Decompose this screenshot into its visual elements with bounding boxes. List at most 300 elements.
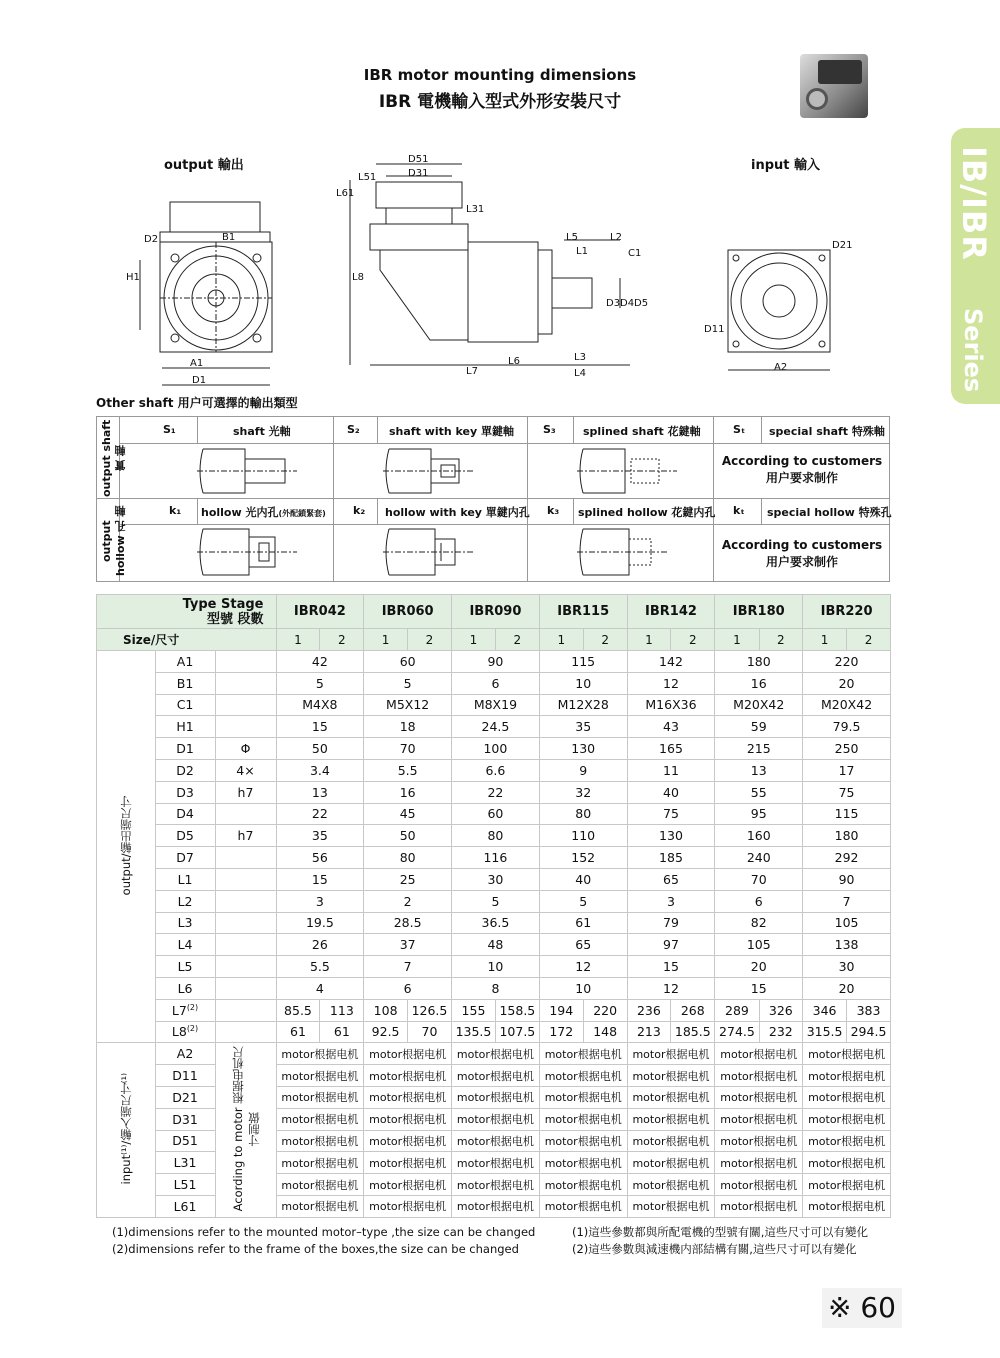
- table-cell: motor根据电机: [539, 1108, 627, 1130]
- row-name: L2: [155, 890, 215, 912]
- row-symbol: [215, 847, 276, 869]
- model-header: IBR042: [276, 595, 364, 629]
- table-cell: motor根据电机: [627, 1086, 715, 1108]
- table-cell: 315.5: [803, 1021, 847, 1043]
- row-name: L51: [155, 1174, 215, 1196]
- opt-label-k1: hollow 光内孔(外配鎖緊套): [201, 506, 326, 519]
- table-cell: 110: [539, 825, 627, 847]
- output-view-label: output 輸出: [164, 158, 244, 173]
- table-cell: 19.5: [276, 912, 364, 934]
- model-header: IBR180: [715, 595, 803, 629]
- row-symbol: h7: [215, 825, 276, 847]
- table-cell: 85.5: [276, 999, 320, 1021]
- drawing-label-d51: D51: [408, 154, 429, 165]
- table-cell: 15: [276, 868, 364, 890]
- drawing-label-d5: D5: [634, 298, 649, 309]
- table-cell: 5.5: [364, 759, 452, 781]
- table-cell: motor根据电机: [276, 1086, 364, 1108]
- table-cell: 80: [539, 803, 627, 825]
- row-name: D21: [155, 1086, 215, 1108]
- table-cell: 5: [452, 890, 540, 912]
- table-cell: 115: [539, 651, 627, 673]
- table-row: [97, 759, 891, 781]
- table-cell: 105: [715, 934, 803, 956]
- table-cell: 16: [364, 781, 452, 803]
- table-cell: 37: [364, 934, 452, 956]
- table-cell: 15: [715, 977, 803, 999]
- table-cell: motor根据电机: [715, 1086, 803, 1108]
- opt-code-k1: k₁: [169, 504, 182, 517]
- table-cell: motor根据电机: [276, 1130, 364, 1152]
- model-header: IBR142: [627, 595, 715, 629]
- page-number: ※ 60: [822, 1288, 902, 1328]
- table-cell: motor根据电机: [364, 1195, 452, 1217]
- table-cell: M8X19: [452, 694, 540, 716]
- table-cell: 11: [627, 759, 715, 781]
- table-row: [97, 847, 891, 869]
- table-cell: 250: [803, 738, 891, 760]
- table-row: [97, 934, 891, 956]
- row-name: L8$^{(2)}$: [155, 1021, 215, 1043]
- table-cell: 130: [539, 738, 627, 760]
- drawing-label-d1: D1: [192, 375, 207, 386]
- series-tab-main: IB/IBR: [955, 146, 993, 261]
- row-name: D51: [155, 1130, 215, 1152]
- table-cell: motor根据电机: [803, 1108, 891, 1130]
- table-cell: 100: [452, 738, 540, 760]
- table-cell: 80: [364, 847, 452, 869]
- model-header: IBR090: [452, 595, 540, 629]
- row-symbol: [215, 977, 276, 999]
- drawing-label-d21: D21: [832, 240, 853, 251]
- table-cell: 25: [364, 868, 452, 890]
- row-name: D5: [155, 825, 215, 847]
- title-cn: IBR 電機輸入型式外形安裝尺寸: [378, 92, 622, 112]
- input-group-label: input⁽¹⁾/輸入端尺寸⁽¹⁾: [97, 1043, 156, 1217]
- table-cell: 107.5: [495, 1021, 539, 1043]
- table-cell: 135.5: [452, 1021, 496, 1043]
- header-size: Size/尺寸: [97, 629, 277, 651]
- table-row: [97, 716, 891, 738]
- table-cell: 65: [627, 868, 715, 890]
- row-name: C1: [155, 694, 215, 716]
- stage-header: 2: [847, 629, 891, 651]
- stage-header: 1: [276, 629, 320, 651]
- table-cell: M5X12: [364, 694, 452, 716]
- table-cell: motor根据电机: [452, 1152, 540, 1174]
- table-cell: 45: [364, 803, 452, 825]
- drawing-label-l3: L3: [574, 352, 586, 363]
- table-cell: 59: [715, 716, 803, 738]
- table-cell: motor根据电机: [452, 1043, 540, 1065]
- row-name: D31: [155, 1108, 215, 1130]
- row-name: L4: [155, 934, 215, 956]
- table-cell: 326: [759, 999, 803, 1021]
- model-header: IBR220: [803, 595, 891, 629]
- table-cell: motor根据电机: [539, 1086, 627, 1108]
- table-row: [97, 825, 891, 847]
- table-cell: 13: [276, 781, 364, 803]
- table-cell: motor根据电机: [803, 1174, 891, 1196]
- stage-header: 2: [759, 629, 803, 651]
- table-cell: motor根据电机: [715, 1174, 803, 1196]
- row-name: D1: [155, 738, 215, 760]
- table-cell: motor根据电机: [364, 1152, 452, 1174]
- table-cell: motor根据电机: [627, 1195, 715, 1217]
- row-symbol: [215, 716, 276, 738]
- side-view-drawing: [330, 150, 650, 382]
- table-cell: 30: [803, 956, 891, 978]
- table-cell: 65: [539, 934, 627, 956]
- table-cell: 158.5: [495, 999, 539, 1021]
- table-cell: 18: [364, 716, 452, 738]
- row-symbol: h7: [215, 781, 276, 803]
- drawing-label-d11: D11: [704, 324, 725, 335]
- table-cell: motor根据电机: [539, 1195, 627, 1217]
- table-cell: 50: [276, 738, 364, 760]
- row-name: B1: [155, 672, 215, 694]
- table-row: [97, 1021, 891, 1043]
- table-cell: 79: [627, 912, 715, 934]
- table-cell: motor根据电机: [276, 1174, 364, 1196]
- table-cell: motor根据电机: [627, 1065, 715, 1087]
- table-row: [97, 868, 891, 890]
- hollow-k1-sketch: [197, 525, 307, 581]
- table-cell: 24.5: [452, 716, 540, 738]
- table-cell: 130: [627, 825, 715, 847]
- table-cell: 152: [539, 847, 627, 869]
- custom-output-note: [714, 453, 890, 487]
- table-row: [97, 1043, 891, 1065]
- table-cell: 10: [452, 956, 540, 978]
- table-cell: 268: [671, 999, 715, 1021]
- table-row: [97, 912, 891, 934]
- table-row: [97, 999, 891, 1021]
- spec-table: [96, 594, 891, 1218]
- table-cell: M20X42: [803, 694, 891, 716]
- table-row: [97, 651, 891, 673]
- drawing-label-d31: D31: [408, 168, 429, 179]
- stage-header: 2: [671, 629, 715, 651]
- gearbox-photo: [800, 54, 868, 118]
- row-symbol: [215, 651, 276, 673]
- note-en-2: (2)dimensions refer to the frame of the boxes,the size can be changed: [112, 1242, 519, 1256]
- table-cell: motor根据电机: [803, 1130, 891, 1152]
- table-cell: 232: [759, 1021, 803, 1043]
- table-cell: 5.5: [276, 956, 364, 978]
- row-symbol: [215, 672, 276, 694]
- row-name: L61: [155, 1195, 215, 1217]
- drawing-label-l8: L8: [352, 272, 364, 283]
- table-cell: 274.5: [715, 1021, 759, 1043]
- opt-label-k3: splined hollow 花鍵内孔: [578, 506, 716, 519]
- row-name: L3: [155, 912, 215, 934]
- stage-header: 1: [452, 629, 496, 651]
- opt-label-s2: shaft with key 單鍵軸: [389, 425, 515, 438]
- table-cell: 26: [276, 934, 364, 956]
- table-cell: motor根据电机: [715, 1108, 803, 1130]
- table-cell: motor根据电机: [627, 1108, 715, 1130]
- table-cell: motor根据电机: [452, 1086, 540, 1108]
- table-cell: motor根据电机: [276, 1152, 364, 1174]
- stage-header: 1: [539, 629, 583, 651]
- row-name: L1: [155, 868, 215, 890]
- table-cell: 35: [276, 825, 364, 847]
- row-name: L5: [155, 956, 215, 978]
- table-cell: motor根据电机: [803, 1086, 891, 1108]
- table-cell: 185.5: [671, 1021, 715, 1043]
- table-cell: motor根据电机: [276, 1195, 364, 1217]
- drawing-label-d4: D4: [620, 298, 635, 309]
- table-cell: 138: [803, 934, 891, 956]
- drawing-label-l51: L51: [358, 172, 377, 183]
- table-cell: 9: [539, 759, 627, 781]
- custom-output-en: According to customers: [721, 454, 883, 468]
- table-cell: motor根据电机: [276, 1043, 364, 1065]
- table-row: [97, 977, 891, 999]
- row-name: D7: [155, 847, 215, 869]
- table-cell: motor根据电机: [627, 1174, 715, 1196]
- stage-header: 1: [715, 629, 759, 651]
- output-front-drawing: [120, 180, 280, 390]
- table-cell: 215: [715, 738, 803, 760]
- opt-code-kt: kₜ: [733, 504, 745, 517]
- table-cell: motor根据电机: [364, 1043, 452, 1065]
- table-cell: motor根据电机: [627, 1152, 715, 1174]
- input-view-label: input 輸入: [751, 158, 821, 173]
- table-cell: 7: [803, 890, 891, 912]
- table-cell: 3: [627, 890, 715, 912]
- table-cell: motor根据电机: [539, 1174, 627, 1196]
- notes-chinese: [572, 1224, 868, 1258]
- drawing-label-l5: L5: [566, 232, 578, 243]
- row-name: L6: [155, 977, 215, 999]
- table-cell: motor根据电机: [803, 1043, 891, 1065]
- table-cell: 383: [847, 999, 891, 1021]
- stage-header: 2: [320, 629, 364, 651]
- table-cell: 28.5: [364, 912, 452, 934]
- row-name: D2: [155, 759, 215, 781]
- input-view-drawing: [700, 236, 860, 376]
- table-cell: 346: [803, 999, 847, 1021]
- table-cell: 56: [276, 847, 364, 869]
- table-cell: 3: [276, 890, 364, 912]
- drawing-label-d2: D2: [144, 234, 159, 245]
- table-cell: 92.5: [364, 1021, 408, 1043]
- note-cn-2: (2)這些參數與減速機内部結構有關,這些尺寸可以有變化: [572, 1242, 857, 1256]
- table-cell: 61: [320, 1021, 364, 1043]
- table-row: [97, 956, 891, 978]
- table-cell: 180: [803, 825, 891, 847]
- opt-label-s1: shaft 光軸: [233, 425, 291, 438]
- table-cell: 108: [364, 999, 408, 1021]
- table-cell: 36.5: [452, 912, 540, 934]
- shaft-s3-sketch: [577, 445, 687, 497]
- table-cell: 75: [627, 803, 715, 825]
- table-cell: M20X42: [715, 694, 803, 716]
- table-cell: 22: [452, 781, 540, 803]
- drawing-label-c1: C1: [628, 248, 642, 259]
- table-cell: 113: [320, 999, 364, 1021]
- opt-code-k2: k₂: [353, 504, 366, 517]
- row-name: L7$^{(2)}$: [155, 999, 215, 1021]
- row-name: D4: [155, 803, 215, 825]
- table-cell: 61: [539, 912, 627, 934]
- table-cell: 90: [452, 651, 540, 673]
- row-symbol: [215, 1021, 276, 1043]
- hollow-k3-sketch: [577, 525, 687, 581]
- row-symbol: [215, 694, 276, 716]
- drawing-label-l2: L2: [610, 232, 622, 243]
- table-row: [97, 672, 891, 694]
- table-cell: 30: [452, 868, 540, 890]
- table-cell: motor根据电机: [276, 1065, 364, 1087]
- table-cell: 5: [539, 890, 627, 912]
- stage-header: 2: [495, 629, 539, 651]
- row-symbol: 4×: [215, 759, 276, 781]
- table-cell: motor根据电机: [364, 1086, 452, 1108]
- table-cell: motor根据电机: [276, 1108, 364, 1130]
- table-cell: 4: [276, 977, 364, 999]
- row-symbol: [215, 956, 276, 978]
- model-header: IBR060: [364, 595, 452, 629]
- table-cell: 12: [627, 672, 715, 694]
- table-cell: 8: [452, 977, 540, 999]
- table-cell: 82: [715, 912, 803, 934]
- table-cell: 148: [583, 1021, 627, 1043]
- custom-output-cn: 用户要求制作: [765, 471, 838, 485]
- table-cell: 12: [627, 977, 715, 999]
- table-cell: 165: [627, 738, 715, 760]
- table-cell: 3.4: [276, 759, 364, 781]
- table-cell: 115: [803, 803, 891, 825]
- table-cell: motor根据电机: [539, 1043, 627, 1065]
- row-symbol: Φ: [215, 738, 276, 760]
- table-cell: 15: [276, 716, 364, 738]
- table-cell: 60: [452, 803, 540, 825]
- table-cell: 55: [715, 781, 803, 803]
- table-cell: motor根据电机: [364, 1108, 452, 1130]
- drawing-label-a2: A2: [774, 362, 788, 373]
- table-cell: 6.6: [452, 759, 540, 781]
- opt-code-st: Sₜ: [733, 423, 746, 436]
- table-cell: motor根据电机: [539, 1152, 627, 1174]
- table-cell: 240: [715, 847, 803, 869]
- table-cell: 70: [364, 738, 452, 760]
- table-cell: motor根据电机: [715, 1152, 803, 1174]
- table-cell: motor根据电机: [715, 1065, 803, 1087]
- custom-hollow-note: [714, 537, 890, 571]
- table-cell: 10: [539, 977, 627, 999]
- row-name: H1: [155, 716, 215, 738]
- table-cell: 50: [364, 825, 452, 847]
- table-cell: 15: [627, 956, 715, 978]
- table-cell: 10: [539, 672, 627, 694]
- table-cell: 40: [627, 781, 715, 803]
- drawing-label-l1: L1: [576, 246, 588, 257]
- table-cell: motor根据电机: [364, 1130, 452, 1152]
- table-cell: 194: [539, 999, 583, 1021]
- table-cell: 20: [715, 956, 803, 978]
- note-cn-1: (1)這些參數都與所配電機的型號有關,這些尺寸可以有變化: [572, 1225, 868, 1239]
- table-cell: 70: [407, 1021, 451, 1043]
- table-cell: motor根据电机: [539, 1065, 627, 1087]
- table-cell: 35: [539, 716, 627, 738]
- table-cell: 40: [539, 868, 627, 890]
- row-name: D11: [155, 1065, 215, 1087]
- table-cell: motor根据电机: [452, 1065, 540, 1087]
- table-cell: motor根据电机: [452, 1130, 540, 1152]
- stage-header: 2: [407, 629, 451, 651]
- opt-label-s3: splined shaft 花鍵軸: [583, 425, 701, 438]
- shaft-s1-sketch: [197, 445, 307, 497]
- opt-label-k1-small: (外配鎖緊套): [278, 509, 326, 518]
- table-cell: 60: [364, 651, 452, 673]
- table-cell: M4X8: [276, 694, 364, 716]
- model-header: IBR115: [539, 595, 627, 629]
- series-tab-sub: Series: [959, 308, 987, 393]
- table-cell: 16: [715, 672, 803, 694]
- row-symbol: [215, 803, 276, 825]
- other-shaft-heading: Other shaft 用户可選擇的輸出類型: [96, 396, 298, 410]
- table-cell: 97: [627, 934, 715, 956]
- drawing-label-b1: B1: [222, 232, 236, 243]
- table-cell: 95: [715, 803, 803, 825]
- table-cell: 32: [539, 781, 627, 803]
- table-cell: 116: [452, 847, 540, 869]
- row-name: A2: [155, 1043, 215, 1065]
- drawing-label-a1: A1: [190, 358, 204, 369]
- input-note: Acording to motor 根据电机尺寸制做: [215, 1043, 276, 1217]
- drawing-label-l6: L6: [508, 356, 520, 367]
- table-cell: 48: [452, 934, 540, 956]
- table-cell: 61: [276, 1021, 320, 1043]
- table-cell: 6: [364, 977, 452, 999]
- row-name: L31: [155, 1152, 215, 1174]
- output-group-label: output/輸出端尺寸: [97, 651, 156, 1043]
- shaft-options-grid: [96, 416, 890, 582]
- table-cell: 6: [452, 672, 540, 694]
- opt-code-s2: S₂: [347, 423, 360, 436]
- opt-label-kt: special hollow 特殊孔: [767, 506, 892, 519]
- drawing-label-l61: L61: [336, 188, 355, 199]
- shaft-s2-sketch: [383, 445, 493, 497]
- table-cell: 180: [715, 651, 803, 673]
- table-cell: 236: [627, 999, 671, 1021]
- opt-code-s1: S₁: [163, 423, 176, 436]
- table-row: [97, 890, 891, 912]
- table-cell: 5: [364, 672, 452, 694]
- table-cell: 90: [803, 868, 891, 890]
- row-name: D3: [155, 781, 215, 803]
- stage-header: 1: [803, 629, 847, 651]
- opt-label-k2: hollow with key 單鍵内孔: [385, 506, 530, 519]
- table-cell: 220: [583, 999, 627, 1021]
- table-cell: motor根据电机: [803, 1195, 891, 1217]
- table-cell: 289: [715, 999, 759, 1021]
- table-cell: 292: [803, 847, 891, 869]
- stage-header: 1: [627, 629, 671, 651]
- table-cell: 75: [803, 781, 891, 803]
- table-cell: 12: [539, 956, 627, 978]
- table-cell: motor根据电机: [715, 1043, 803, 1065]
- table-cell: motor根据电机: [803, 1152, 891, 1174]
- series-tab: [951, 128, 1000, 404]
- row-symbol: [215, 868, 276, 890]
- drawing-label-h1: H1: [126, 272, 140, 283]
- table-cell: 172: [539, 1021, 583, 1043]
- drawing-label-l4: L4: [574, 368, 586, 379]
